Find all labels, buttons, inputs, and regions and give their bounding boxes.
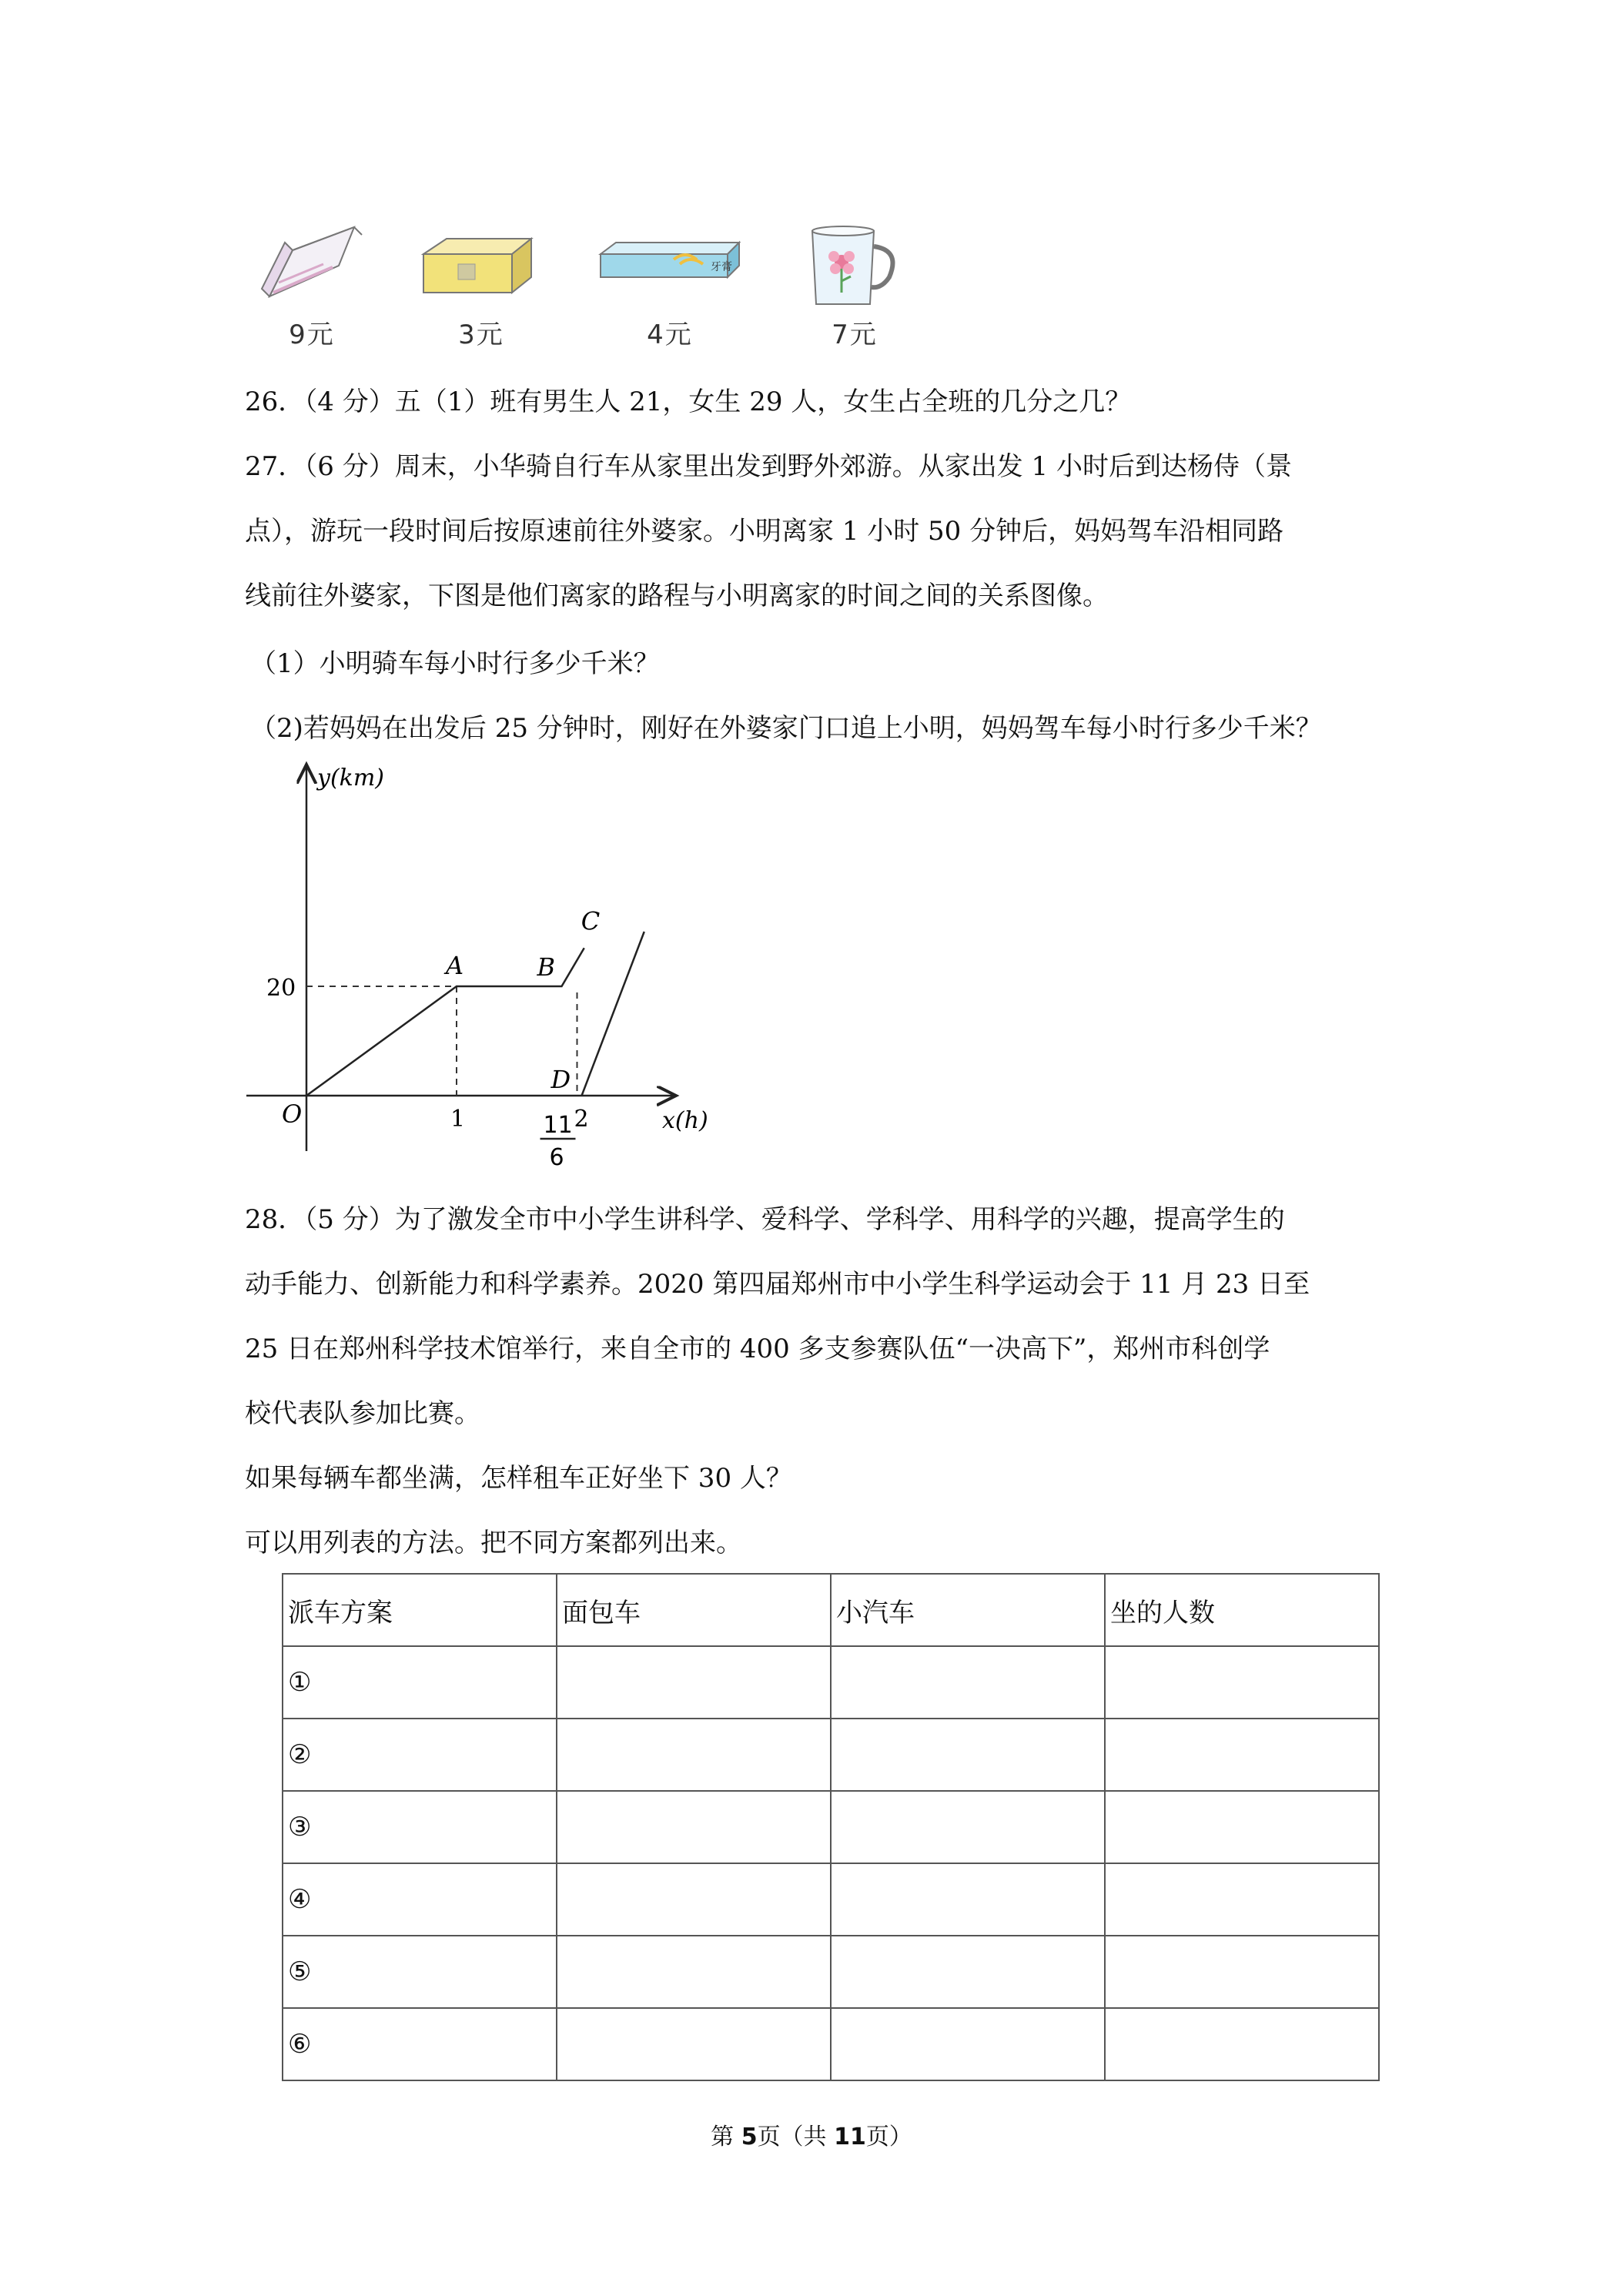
header-seated: 坐的人数 [1105, 1574, 1379, 1646]
header-car: 小汽车 [831, 1574, 1105, 1646]
answer-cell[interactable] [557, 1936, 831, 2008]
table-row [283, 1936, 1379, 2008]
question-27-line-3: 线前往外婆家，下图是他们离家的路程与小明离家的时间之间的关系图像。 [245, 581, 1109, 611]
y-tick-label: 20 [266, 975, 296, 1002]
answer-cell[interactable] [831, 1936, 1105, 2008]
x-tick-label: 2 [574, 1106, 589, 1133]
point-label-a: A [446, 951, 464, 980]
plan-number: ④ [283, 1863, 557, 1936]
answer-cell[interactable] [1105, 1791, 1379, 1863]
answer-cell[interactable] [831, 1863, 1105, 1936]
item-towel [246, 219, 377, 358]
footer-suffix: 页） [865, 2124, 912, 2150]
fraction-denominator: 6 [549, 1144, 564, 1171]
plan-number: ⑥ [283, 2008, 557, 2080]
question-28-line-2: 动手能力、创新能力和科学素养。2020 第四届郑州市中小学生科学运动会于 11 月 23 日至 [245, 1269, 1310, 1300]
mug-icon [789, 219, 920, 312]
header-van: 面包车 [557, 1574, 831, 1646]
towel-icon [246, 219, 377, 312]
soap-box-icon [416, 219, 547, 312]
answer-cell[interactable] [1105, 2008, 1379, 2080]
answer-cell[interactable] [1105, 1863, 1379, 1936]
table-header-row [283, 1574, 1379, 1646]
question-27-line-2: 点），游玩一段时间后按原速前往外婆家。小明离家 1 小时 50 分钟后，妈妈驾车沿相同路 [245, 516, 1284, 547]
distance-time-graph [231, 758, 724, 1174]
table-row [283, 1791, 1379, 1863]
series-line-2 [581, 932, 644, 1096]
question-27-line-1: 27．（6 分）周末，小华骑自行车从家里出发到野外郊游。从家出发 1 小时后到达杨侍（景 [245, 451, 1292, 482]
y-axis-label: y(km) [317, 765, 384, 792]
answer-cell[interactable] [1105, 1936, 1379, 2008]
question-28-hint: 可以用列表的方法。把不同方案都列出来。 [245, 1528, 742, 1558]
fraction-numerator: 11 [543, 1112, 573, 1139]
price-label: 3元 [458, 320, 504, 350]
answer-cell[interactable] [1105, 1646, 1379, 1719]
footer-middle: 页（共 [757, 2124, 835, 2150]
point-label-b: B [537, 952, 556, 982]
table-row [283, 1863, 1379, 1936]
point-label-c: C [581, 906, 601, 936]
question-28-line-4: 校代表队参加比赛。 [245, 1398, 480, 1429]
point-label-d: D [550, 1065, 571, 1094]
plan-number: ② [283, 1719, 557, 1791]
toothpaste-label: 牙膏 [711, 261, 732, 273]
answer-cell[interactable] [831, 1646, 1105, 1719]
question-28-line-1: 28．（5 分）为了激发全市中小学生讲科学、爱科学、学科学、用科学的兴趣，提高学生的 [245, 1204, 1285, 1235]
item-toothpaste [597, 219, 743, 358]
plan-number: ③ [283, 1791, 557, 1863]
x-axis-label: x(h) [662, 1107, 708, 1134]
plan-number: ① [283, 1646, 557, 1719]
header-plan: 派车方案 [283, 1574, 557, 1646]
table-row [283, 1646, 1379, 1719]
answer-cell[interactable] [1105, 1719, 1379, 1791]
footer-page-number: 5 [741, 2124, 758, 2150]
price-label: 4元 [647, 320, 693, 350]
plan-table [282, 1573, 1380, 2081]
question-28-line-3: 25 日在郑州科学技术馆举行，来自全市的 400 多支参赛队伍“一决高下”，郑州市科创学 [245, 1334, 1270, 1364]
answer-cell[interactable] [557, 1719, 831, 1791]
answer-cell[interactable] [557, 2008, 831, 2080]
footer-prefix: 第 [711, 2124, 741, 2150]
plan-number: ⑤ [283, 1936, 557, 2008]
table-row [283, 1719, 1379, 1791]
question-28-prompt: 如果每辆车都坐满，怎样租车正好坐下 30 人？ [245, 1463, 792, 1494]
answer-cell[interactable] [557, 1791, 831, 1863]
question-26: 26．（4 分）五（1）班有男生人 21，女生 29 人，女生占全班的几分之几？ [245, 387, 1132, 417]
price-label: 9元 [289, 320, 335, 350]
question-27-sub-2: （2)若妈妈在出发后 25 分钟时，刚好在外婆家门口追上小明，妈妈驾车每小时行多少千米？ [250, 713, 1322, 744]
answer-cell[interactable] [831, 1791, 1105, 1863]
answer-cell[interactable] [831, 1719, 1105, 1791]
toothpaste-icon [597, 219, 743, 312]
graph-marks [266, 906, 644, 1171]
table-row [283, 2008, 1379, 2080]
page-footer [0, 2117, 1623, 2151]
item-mug [789, 219, 920, 358]
footer-total-pages: 11 [834, 2124, 866, 2150]
item-soap-box [416, 219, 547, 358]
answer-cell[interactable] [557, 1863, 831, 1936]
question-27-sub-1: （1）小明骑车每小时行多少千米？ [250, 648, 660, 679]
price-label: 7元 [832, 320, 878, 350]
origin-label: O [282, 1099, 303, 1129]
answer-cell[interactable] [557, 1646, 831, 1719]
x-tick-label: 1 [450, 1106, 466, 1133]
answer-cell[interactable] [831, 2008, 1105, 2080]
